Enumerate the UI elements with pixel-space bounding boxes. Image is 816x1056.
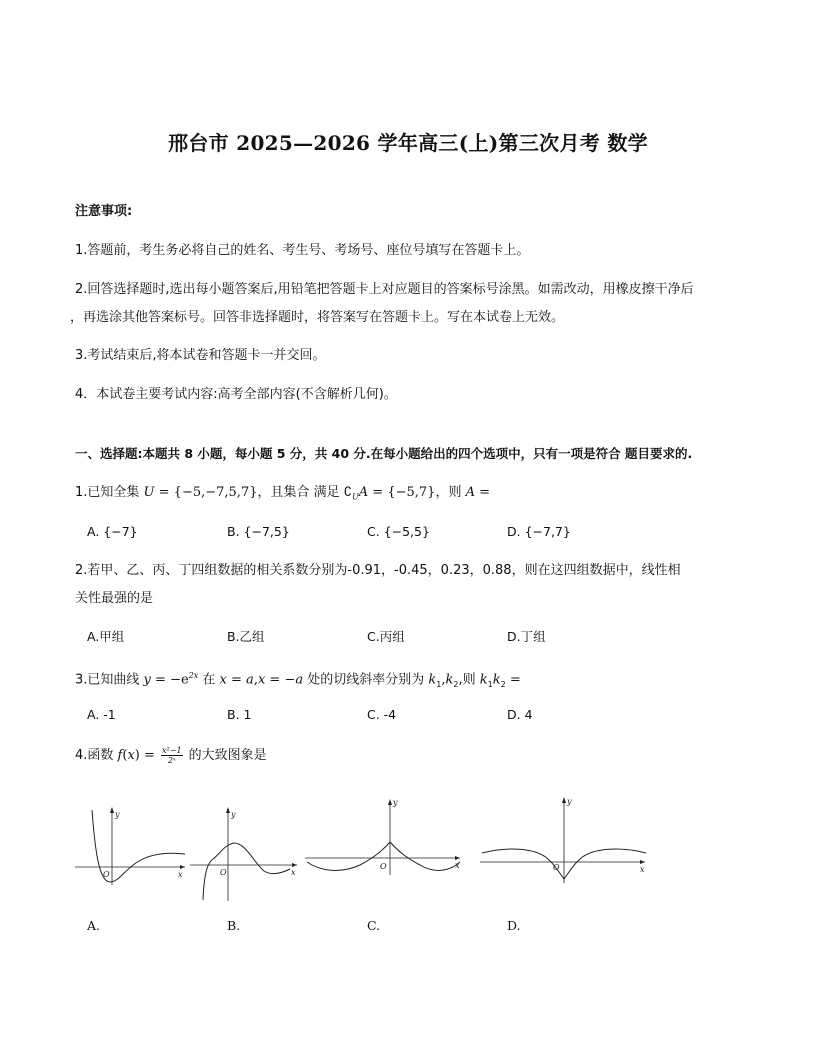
graph-a-label: A.	[87, 918, 101, 933]
svg-text:O: O	[380, 862, 387, 871]
page-title: 邢台市 2025—2026 学年高三(上)第三次月考 数学	[168, 131, 648, 155]
graph-c	[305, 795, 465, 875]
graph-b	[190, 805, 300, 901]
q2-option-b: B.乙组	[227, 629, 265, 644]
notice-item-4: 4．本试卷主要考试内容:高考全部内容(不含解析几何)。	[75, 387, 397, 402]
svg-text:x: x	[178, 870, 183, 879]
q2-option-c: C.丙组	[367, 629, 405, 644]
svg-text:x: x	[455, 861, 460, 870]
q1-option-a: A. {−7}	[87, 524, 138, 539]
section-heading: 一、选择题:本题共 8 小题，每小题 5 分，共 40 分.在每小题给出的四个选项中，只有一项是符合 题目要求的.	[75, 446, 693, 461]
svg-text:y: y	[231, 810, 236, 819]
svg-text:O: O	[103, 870, 110, 879]
svg-text:y: y	[567, 797, 572, 806]
q3-option-b: B. 1	[227, 707, 252, 722]
q1-option-b: B. {−7,5}	[227, 524, 290, 539]
q3-option-c: C. -4	[367, 707, 397, 722]
svg-text:x: x	[291, 868, 296, 877]
svg-text:O: O	[553, 863, 560, 872]
graph-a	[75, 805, 190, 885]
q1-option-d: D. {−7,7}	[507, 524, 571, 539]
notice-item-2: 2.回答选择题时,选出每小题答案后,用铅笔把答题卡上对应题目的答案标号涂黑。如需改动，用橡皮擦干净后	[75, 282, 694, 297]
question-3: 3.已知曲线 $y = -e^{2x}$ 在 x = a,x = −a 处的切线斜率分别为 $k_1,k_2$,则 $k_1k_2$ =	[75, 671, 521, 689]
notice-item-3: 3.考试结束后,将本试卷和答题卡一并交回。	[75, 348, 326, 363]
svg-text:x: x	[640, 865, 645, 874]
q2-option-a: A.甲组	[87, 629, 125, 644]
notice-heading: 注意事项:	[75, 204, 133, 219]
notice-item-2-continued: ，再选涂其他答案标号。回答非选择题时，将答案写在答题卡上。写在本试卷上无效。	[70, 310, 565, 325]
q2-option-d: D.丁组	[507, 629, 546, 644]
question-2: 2.若甲、乙、丙、丁四组数据的相关系数分别为-0.91，-0.45，0.23，0.88，则在这四组数据中，线性相	[75, 563, 681, 578]
q3-option-a: A. -1	[87, 707, 116, 722]
question-4: 4.函数 f(x) = $\frac{\text{x²−1}}{\text{2ˣ}}$ 的大致图象是	[75, 746, 267, 765]
notice-item-1: 1.答题前，考生务必将自己的姓名、考生号、考场号、座位号填写在答题卡上。	[75, 243, 530, 258]
question-2-continued: 关性最强的是	[75, 591, 154, 606]
svg-text:y: y	[393, 798, 398, 807]
svg-text:y: y	[115, 810, 120, 819]
graph-b-label: B.	[227, 918, 241, 933]
q1-option-c: C. {−5,5}	[367, 524, 430, 539]
graph-c-label: C.	[367, 918, 381, 933]
graph-d-label: D.	[507, 918, 521, 933]
graph-d	[480, 795, 650, 883]
question-1: 1.已知全集 U = {−5,−7,5,7}，且集合 满足 $∁_UA = \{-5,7\}$，则 A =	[75, 485, 490, 502]
q3-option-d: D. 4	[507, 707, 533, 722]
fraction: $\frac{\text{x²−1}}{\text{2ˣ}}$	[162, 746, 182, 765]
svg-text:O: O	[220, 868, 227, 877]
